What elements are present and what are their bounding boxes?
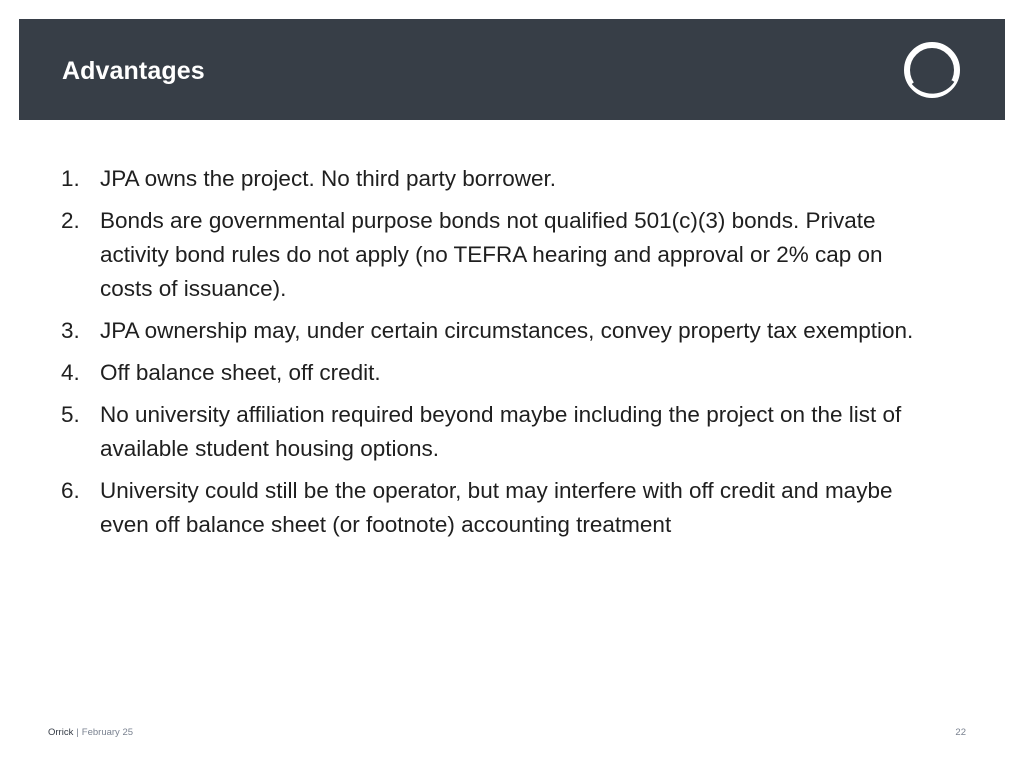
list-item: [58, 356, 958, 390]
list-item: [58, 162, 958, 196]
list-item: [58, 474, 958, 542]
slide-title: Advantages: [62, 57, 205, 85]
footer-company: Orrick: [48, 727, 74, 738]
page-number: 22: [955, 727, 966, 738]
footer-separator: |: [76, 727, 79, 738]
list-item: [58, 398, 958, 466]
list-item-text: Bonds are governmental purpose bonds not qualified 501(c)(3) bonds. Private activity bond rules do not apply (no TEFRA hearing and approval or 2% cap on costs of issuance).: [100, 208, 883, 301]
list-item-number: 4.: [61, 360, 80, 385]
list-item-text: No university affiliation required beyond maybe including the project on the list of available student housing options.: [100, 402, 902, 461]
list-item-number: 1.: [61, 166, 80, 191]
list-item-text: JPA owns the project. No third party borrower.: [100, 166, 557, 191]
list-item-number: 5.: [61, 402, 80, 427]
list-item: [58, 204, 958, 306]
list-item-text: University could still be the operator, but may interfere with off credit and maybe even off balance sheet (or footnote) accounting treatment: [100, 478, 893, 537]
advantages-list: [58, 162, 958, 550]
header-bar: [19, 19, 1005, 120]
list-item-number: 2.: [61, 208, 80, 233]
list-item-number: 6.: [61, 478, 80, 503]
orrick-ring-logo-icon: [899, 37, 965, 103]
footer-info: [48, 727, 133, 738]
footer-date: February 25: [81, 727, 134, 738]
list-item: [58, 314, 958, 348]
list-item-text: Off balance sheet, off credit.: [100, 360, 381, 385]
list-item-text: JPA ownership may, under certain circumstances, convey property tax exemption.: [100, 318, 914, 343]
list-item-number: 3.: [61, 318, 80, 343]
